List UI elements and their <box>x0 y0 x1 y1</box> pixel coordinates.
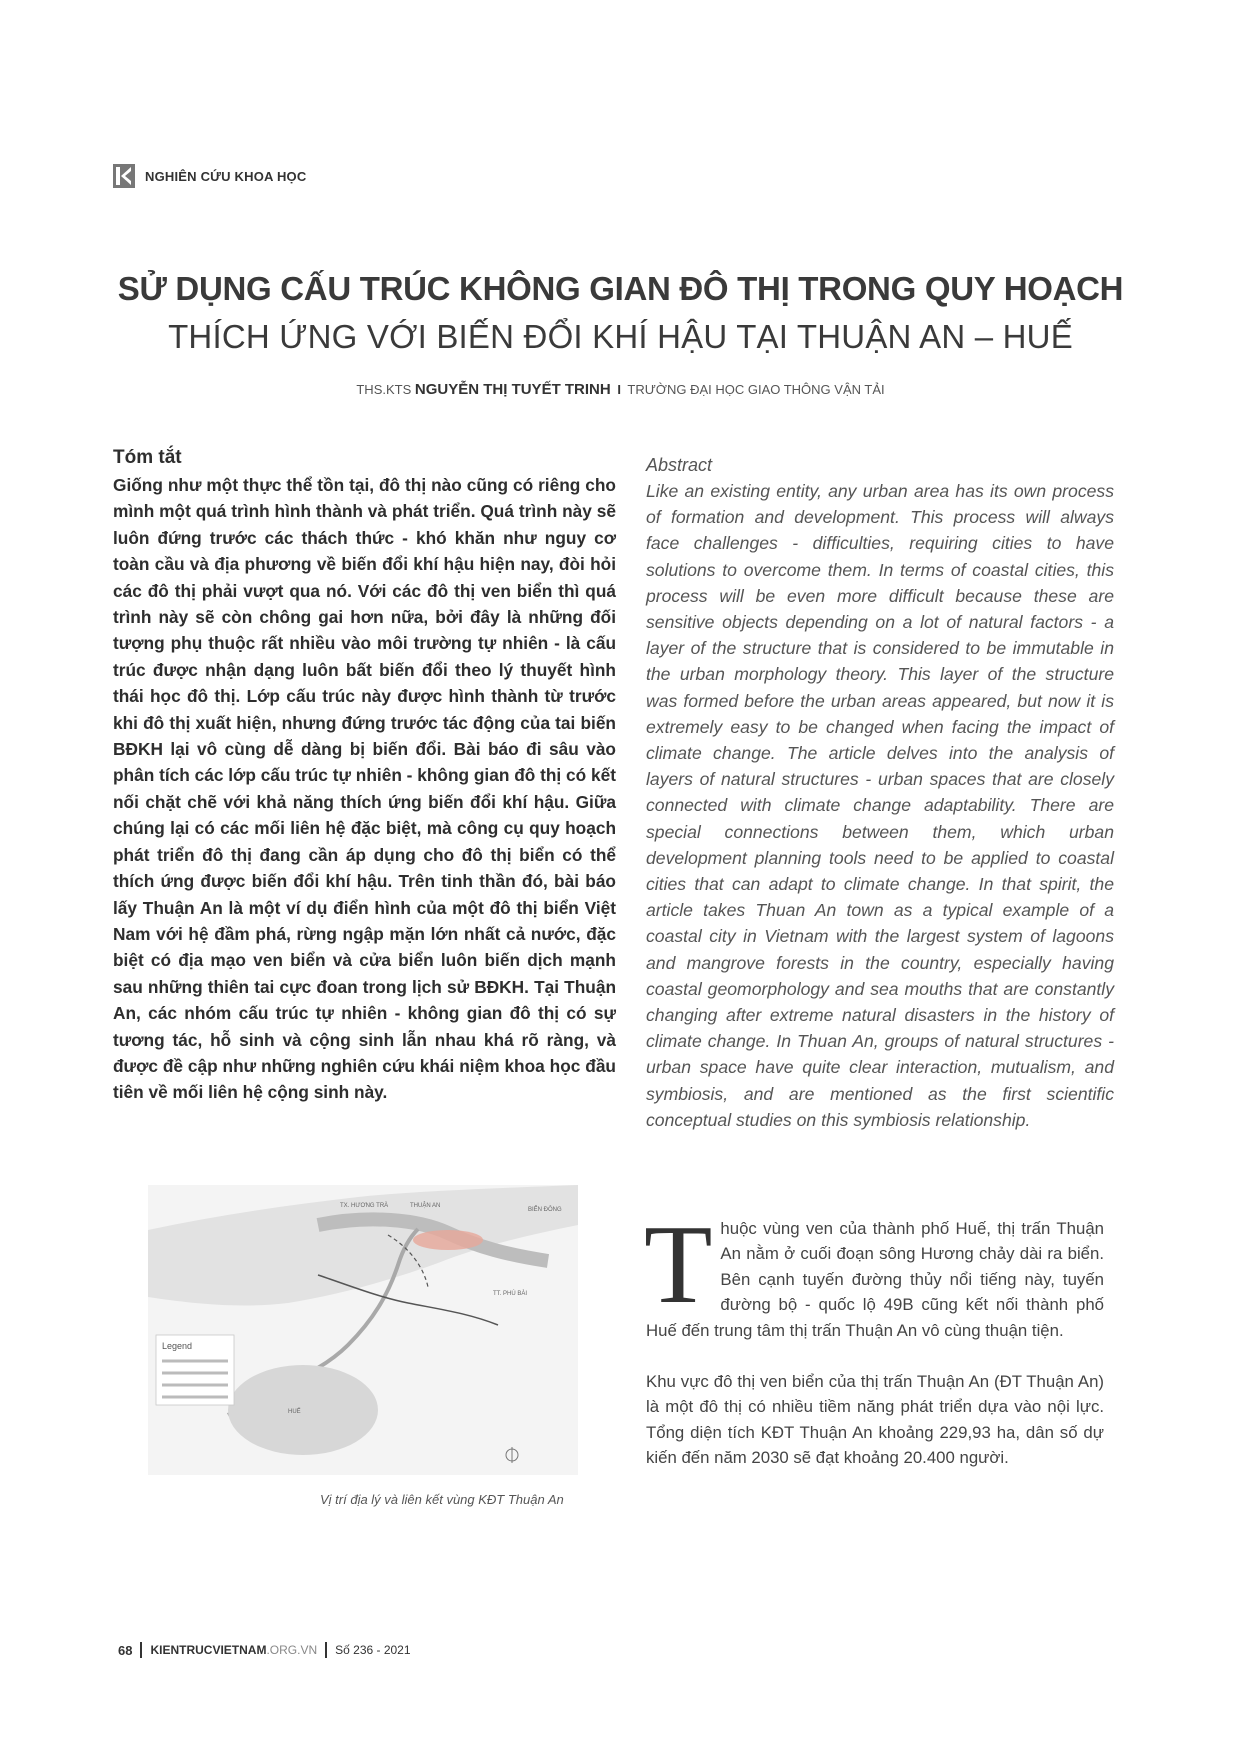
abstract-en-heading: Abstract <box>646 455 713 475</box>
article-body <box>644 1203 1104 1471</box>
hue-city-area <box>228 1365 378 1455</box>
map-label: BIỂN ĐÔNG <box>528 1207 562 1213</box>
author-affiliation: TRƯỜNG ĐẠI HỌC GIAO THÔNG VẬN TẢI <box>627 382 885 397</box>
map-label: THUẬN AN <box>410 1203 441 1209</box>
map-label: TT. PHÚ BÀI <box>493 1291 528 1297</box>
footer-divider <box>325 1642 327 1658</box>
abstract-en-text: Like an existing entity, any urban area has its own process of formation and development. This process will always face challenges - difficulties, requiring cities to have solutions to overcome them. In terms of coastal cities, this process will be even more difficult because these are sensitive objects depending on a lot of natural factors - a layer of the structure that is considered to be immutable in the urban morphology theory. This layer of the structure was formed before the urban areas appeared, but now it is extremely easy to be changed when facing the impact of climate change. The article delves into the analysis of layers of natural structures - urban spaces that are closely connected with climate change adaptability. There are special connections between them, which urban development planning tools need to be applied to coastal cities that can adapt to climate change. In that spirit, the article takes Thuan An town as a typical example of a coastal city in Vietnam with the largest system of lagoons and mangrove forests in the country, especially having coastal geomorphology and sea mouths that are constantly changing after extreme natural disasters in the history of climate change. In Thuan An, groups of natural structures - urban space have quite clear interaction, mutualism, and symbiosis, and are mentioned as the first scientific conceptual studies on this symbiosis relationship. <box>646 481 1114 1130</box>
map-label: HUẾ <box>288 1409 301 1415</box>
body-paragraph-1-text: huộc vùng ven của thành phố Huế, thị trấn Thuận An nằm ở cuối đoạn sông Hương chảy dài ra biển. Bên cạnh tuyến đường thủy nổi tiếng này, tuyến đường bộ - quốc lộ 49B cũng kết nối thành phố Huế đến trung tâm thị trấn Thuận An vô cùng thuận tiện. <box>646 1219 1104 1340</box>
page-number: 68 <box>118 1642 133 1658</box>
byline-separator: I <box>617 382 621 397</box>
section-label: NGHIÊN CỨU KHOA HỌC <box>145 168 307 184</box>
footer-site-bold: KIENTRUCVIETNAM <box>150 1643 267 1657</box>
map-label: TX. HƯƠNG TRÀ <box>340 1203 389 1209</box>
author-name: NGUYỄN THỊ TUYẾT TRINH <box>414 381 611 398</box>
footer-issue: Số 236 - 2021 <box>335 1643 411 1657</box>
map-legend-title: Legend <box>162 1341 193 1351</box>
abstract-vi-text: Giống như một thực thể tồn tại, đô thị nào cũng có riêng cho mình một quá trình hình thành và phát triển. Quá trình này sẽ luôn đứng trước các thách thức - khó khăn như nguy cơ toàn cầu và địa phương về biến đổi khí hậu hiện nay, đòi hỏi các đô thị phải vượt qua nó. Với các đô thị ven biển thì quá trình này sẽ còn chông gai hơn nữa, bởi đây là những đối tượng phụ thuộc rất nhiều vào môi trường tự nhiên - là cấu trúc được nhận dạng luôn bất biến đổi theo lý thuyết hình thái học đô thị. Lớp cấu trúc này được hình thành từ trước khi đô thị xuất hiện, nhưng đứng trước tác động của tai biến BĐKH lại vô cùng dễ dàng bị biến đổi. Bài báo đi sâu vào phân tích các lớp cấu trúc tự nhiên - không gian đô thị có kết nối chặt chẽ với khả năng thích ứng biến đổi khí hậu. Giữa chúng lại có các mối liên hệ đặc biệt, mà công cụ quy hoạch phát triển đô thị đang cần áp dụng cho đô thị biển có thể thích ứng được biến đổi khí hậu. Trên tinh thần đó, bài báo lấy Thuận An là một ví dụ điển hình của một đô thị biển Việt Nam với hệ đầm phá, rừng ngập mặn lớn nhất cả nước, đặc biệt có địa mạo ven biển và cửa biển luôn biến dịch mạnh sau những thiên tai cực đoan trong lịch sử BĐKH. Tại Thuận An, các nhóm cấu trúc tự nhiên - không gian đô thị có sự tương tác, hỗ sinh và cộng sinh lẫn nhau khá rõ ràng, và được đề cập như những nghiên cứu khái niệm khoa học đầu tiên về mối liên hệ cộng sinh này. <box>113 475 616 1103</box>
page-footer <box>118 1642 411 1658</box>
body-paragraph-1 <box>644 1203 1104 1343</box>
section-header <box>113 164 306 188</box>
figure-caption: Vị trí địa lý và liên kết vùng KĐT Thuận An <box>320 1492 564 1507</box>
abstract-vietnamese <box>113 447 616 1106</box>
byline <box>0 381 1241 398</box>
abstract-english <box>646 452 1114 1133</box>
abstract-vi-heading: Tóm tắt <box>113 447 182 468</box>
drop-cap: T <box>644 1203 713 1327</box>
author-prefix: THS.KTS <box>356 382 412 397</box>
location-map-figure <box>148 1185 578 1475</box>
footer-divider <box>140 1642 142 1658</box>
article-title-line1: SỬ DỤNG CẤU TRÚC KHÔNG GIAN ĐÔ THỊ TRONG QUY HOẠCH <box>117 270 1124 307</box>
kt-logo-icon <box>113 164 135 188</box>
article-title-line2: THÍCH ỨNG VỚI BIẾN ĐỔI KHÍ HẬU TẠI THUẬN AN – HUẾ <box>168 318 1073 355</box>
body-paragraph-2: Khu vực đô thị ven biển của thị trấn Thuận An (ĐT Thuận An) là một đô thị có nhiều tiềm năng phát triển dựa vào nội lực. Tổng diện tích KĐT Thuận An khoảng 229,93 ha, dân số dự kiến đến năm 2030 sẽ đạt khoảng 20.400 người. <box>646 1372 1104 1468</box>
footer-site-light: .ORG.VN <box>266 1643 318 1657</box>
thuan-an-highlight <box>413 1230 483 1250</box>
